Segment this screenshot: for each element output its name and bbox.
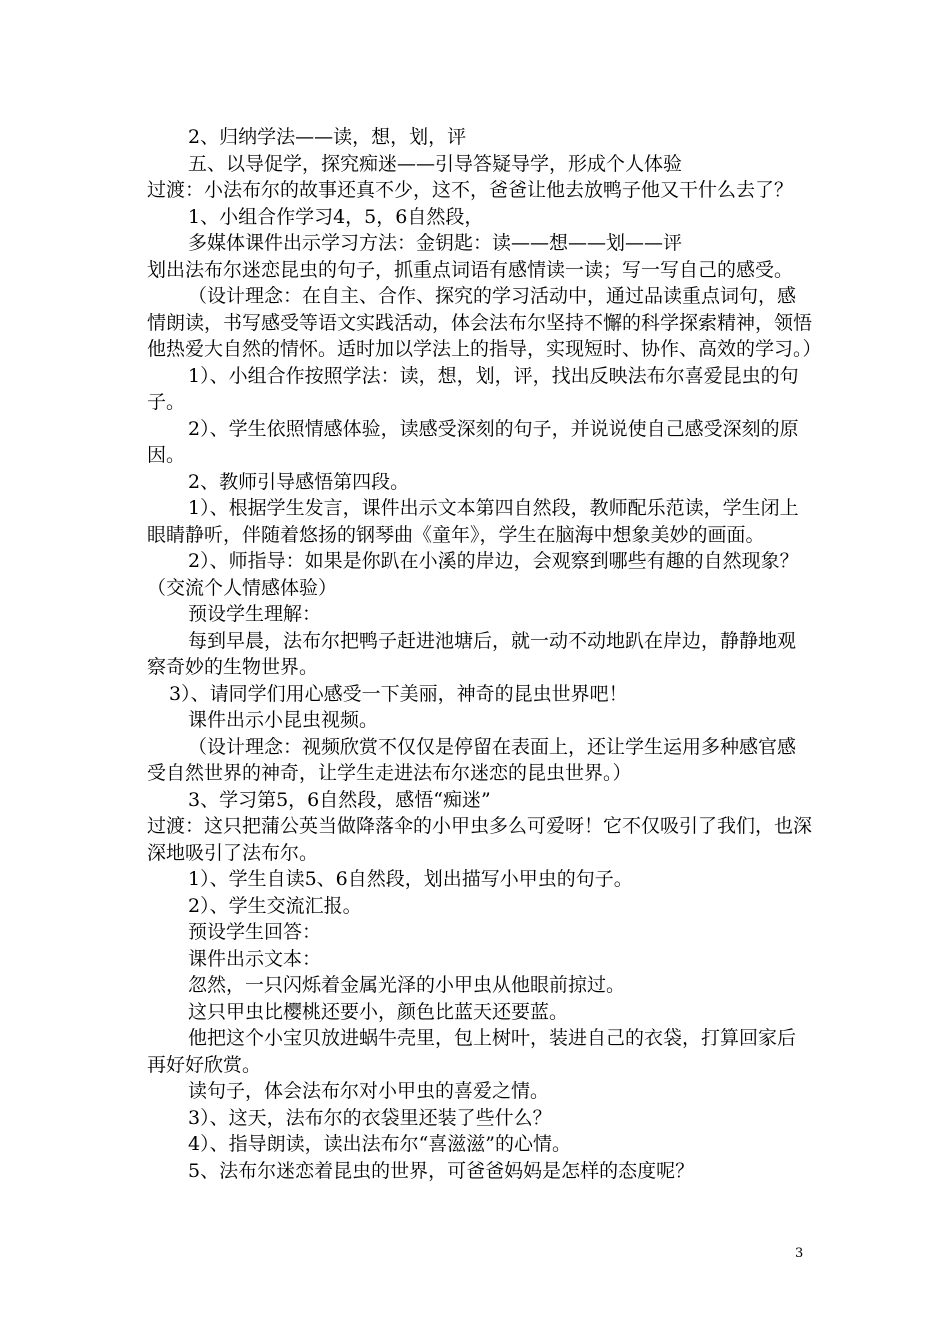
paragraph: （设计理念：在自主、合作、探究的学习活动中，通过品读重点词句，感情朗读，书写感受等语文实践活动，体会法布尔坚持不懈的科学探索精神，领悟他热爱大自然的情怀。适时加以学法上的指导，实现短时、协作、高效的学习。） xyxy=(147,285,822,360)
paragraph: 过渡：小法布尔的故事还真不少，这不，爸爸让他去放鸭子他又干什么去了？ xyxy=(147,179,794,201)
paragraph: 忽然，一只闪烁着金属光泽的小甲虫从他眼前掠过。 xyxy=(188,974,626,996)
paragraph: 1）、学生自读5、6自然段，划出描写小甲虫的句子。 xyxy=(188,868,633,890)
paragraph: 4）、指导朗读，读出法布尔“喜滋滋”的心情。 xyxy=(188,1133,572,1155)
paragraph: 课件出示文本： xyxy=(188,947,322,970)
paragraph: 3）、请同学们用心感受一下美丽，神奇的昆虫世界吧！ xyxy=(169,682,628,705)
document-body xyxy=(147,124,822,1184)
paragraph: 3、学习第5，6自然段，感悟“痴迷” xyxy=(188,788,491,811)
paragraph: 过渡：这只把蒲公英当做降落伞的小甲虫多么可爱呀！它不仅吸引了我们，也深深地吸引了法布尔。 xyxy=(147,815,813,864)
paragraph: 多媒体课件出示学习方法：金钥匙：读——想——划——评 xyxy=(188,232,683,254)
paragraph: 1）、根据学生发言，课件出示文本第四自然段，教师配乐范读，学生闭上眼睛静听，伴随着悠扬的钢琴曲《童年》，学生在脑海中想象美妙的画面。 xyxy=(147,497,799,546)
paragraph: 划出法布尔迷恋昆虫的句子，抓重点词语有感情读一读；写一写自己的感受。 xyxy=(147,258,794,281)
paragraph: 3）、这天，法布尔的衣袋里还装了些什么？ xyxy=(188,1106,552,1129)
paragraph: 2）、学生依照情感体验，读感受深刻的句子，并说说使自己感受深刻的原因。 xyxy=(147,417,799,466)
page-number: 3 xyxy=(795,1246,804,1261)
paragraph: 5、法布尔迷恋着昆虫的世界，可爸爸妈妈是怎样的态度呢？ xyxy=(188,1159,695,1182)
paragraph: 预设学生理解： xyxy=(188,603,322,625)
paragraph: 读句子，体会法布尔对小甲虫的喜爱之情。 xyxy=(188,1080,550,1102)
paragraph: 1、小组合作学习4，5，6自然段， xyxy=(188,205,484,228)
paragraph: 2）、学生交流汇报。 xyxy=(188,894,362,917)
paragraph: 2、归纳学法——读，想，划，评 xyxy=(188,126,467,148)
paragraph: 他把这个小宝贝放进蜗牛壳里，包上树叶，装进自己的衣袋，打算回家后再好好欣赏。 xyxy=(147,1027,797,1076)
paragraph: 1）、小组合作按照学法：读，想，划，评，找出反映法布尔喜爱昆虫的句子。 xyxy=(147,364,799,413)
paragraph: 这只甲虫比樱桃还要小，颜色比蓝天还要蓝。 xyxy=(188,1000,569,1023)
paragraph: 每到早晨，法布尔把鸭子赶进池塘后，就一动不动地趴在岸边，静静地观察奇妙的生物世界。 xyxy=(147,629,797,678)
paragraph: 2）、师指导：如果是你趴在小溪的岸边，会观察到哪些有趣的自然现象？（交流个人情感体验） xyxy=(147,550,799,599)
paragraph: 预设学生回答： xyxy=(188,921,322,943)
paragraph: 课件出示小昆虫视频。 xyxy=(188,709,379,731)
paragraph: （设计理念：视频欣赏不仅仅是停留在表面上，还让学生运用多种感官感受自然世界的神奇，让学生走进法布尔迷恋的昆虫世界。） xyxy=(147,735,797,784)
paragraph: 2、教师引导感悟第四段。 xyxy=(188,470,410,493)
paragraph: 五、以导促学，探究痴迷——引导答疑导学，形成个人体验 xyxy=(188,152,683,175)
